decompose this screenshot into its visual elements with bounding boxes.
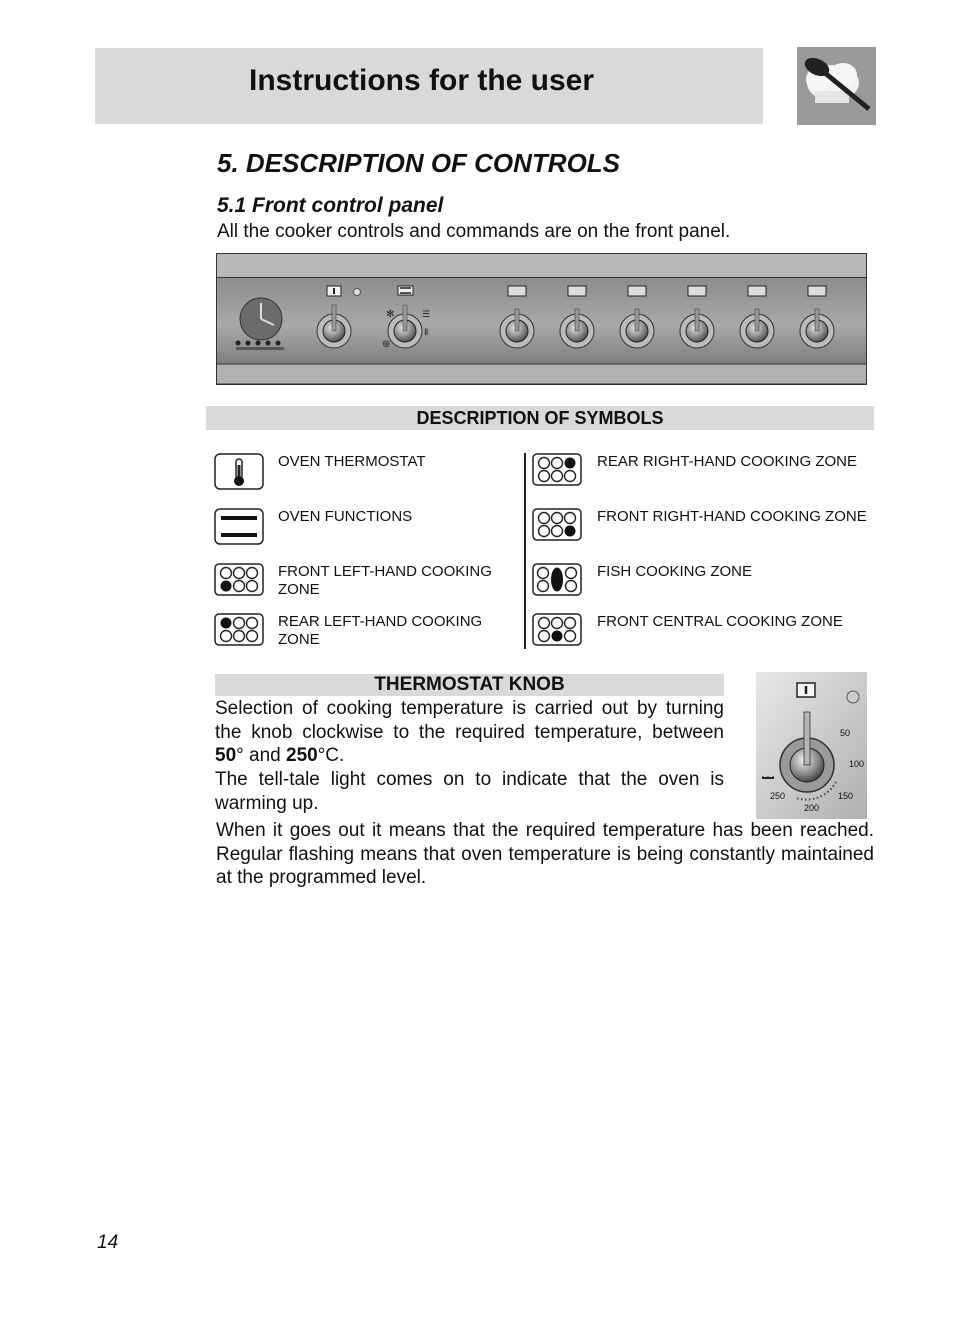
section-title: 5. DESCRIPTION OF CONTROLS (217, 148, 621, 178)
symbol-label: FRONT LEFT-HAND COOKING ZONE (278, 563, 492, 598)
knob-tick-label: 50 (840, 728, 851, 738)
thermostat-paragraph-1: Selection of cooking temperature is carried out by turning the knob clockwise to the required temperature, between 50° and 250°C. (215, 698, 724, 766)
chef-hat-spoon-icon (797, 47, 876, 125)
front-central-zone-icon (532, 613, 582, 646)
symbol-label: FISH COOKING ZONE (597, 563, 753, 580)
front-right-zone-icon (532, 508, 582, 541)
thermostat-paragraph-2: The tell-tale light comes on to indicate that the oven is warming up. (215, 769, 724, 814)
subsection-title: 5.1 Front control panel (217, 194, 444, 217)
svg-text:Ⅱ: Ⅱ (424, 328, 429, 338)
thermometer-icon (214, 453, 264, 490)
rear-right-zone-icon (532, 453, 582, 486)
symbol-label: REAR LEFT-HAND COOKING ZONE (278, 613, 483, 648)
svg-text:⊕: ⊕ (382, 339, 391, 350)
page-number: 14 (97, 1232, 119, 1253)
intro-text: All the cooker controls and commands are on the front panel. (217, 221, 731, 242)
front-left-zone-icon (214, 563, 264, 596)
knob-tick-label: 100 (849, 759, 865, 769)
symbols-header: DESCRIPTION OF SYMBOLS (206, 406, 874, 430)
knob-tick-label: 200 (804, 803, 820, 813)
rear-left-zone-icon (214, 613, 264, 646)
thermostat-knob-illustration (756, 672, 867, 819)
symbol-label: FRONT CENTRAL COOKING ZONE (597, 613, 843, 630)
knob-tick-label: 150 (838, 791, 854, 801)
symbol-label: REAR RIGHT-HAND COOKING ZONE (597, 453, 858, 470)
front-control-panel-illustration (216, 253, 867, 385)
svg-text:☰: ☰ (422, 310, 431, 320)
svg-text:✻: ✻ (386, 309, 395, 320)
symbol-label: FRONT RIGHT-HAND COOKING ZONE (597, 508, 867, 525)
knob-tick-label: 250 (770, 791, 786, 801)
symbol-label: OVEN THERMOSTAT (278, 453, 426, 470)
symbols-divider (524, 453, 526, 649)
thermostat-paragraph-3: When it goes out it means that the required temperature has been reached. Regular flashing means that oven temperature is being constantly maintained at the programmed level. (216, 820, 874, 888)
fish-zone-icon (532, 563, 582, 596)
symbol-label: OVEN FUNCTIONS (278, 508, 413, 525)
page-header-title: Instructions for the user (249, 64, 595, 97)
thermostat-knob-header: THERMOSTAT KNOB (215, 674, 724, 696)
oven-functions-icon (214, 508, 264, 545)
